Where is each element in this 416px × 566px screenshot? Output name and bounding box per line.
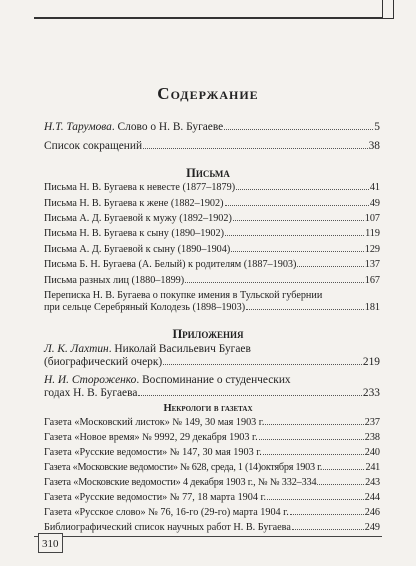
- entry-page: 49: [369, 198, 380, 209]
- entry-text: Газета «Русские ведомости» № 77, 18 марта 1904 г.: [44, 492, 267, 503]
- toc-entry: [44, 275, 380, 287]
- entry-text: (биографический очерк): [44, 356, 163, 368]
- entry-page: 246: [364, 507, 380, 518]
- entry-page: 137: [364, 259, 380, 270]
- entry-page: 240: [364, 447, 380, 458]
- toc-entry: [44, 121, 380, 134]
- toc-entry: [44, 244, 380, 256]
- entry-text: Письма А. Д. Бугаевой к мужу (1892–1902): [44, 213, 232, 224]
- entry-page: 129: [364, 244, 380, 255]
- entry-text: годах Н. В. Бугаева: [44, 387, 138, 399]
- entry-text: Газета «Русское слово» № 76, 16-го (29-го) марта 1904 г.: [44, 507, 289, 518]
- toc-entry: [44, 507, 380, 519]
- entry-author: Л. К. Лахтин: [44, 343, 109, 355]
- toc-entry: [44, 213, 380, 225]
- toc-entry: [44, 182, 380, 194]
- toc-entry: [44, 477, 380, 489]
- bottom-rule: [34, 536, 382, 537]
- entry-text: Письма разных лиц (1880–1899): [44, 275, 185, 286]
- entry-page: 233: [362, 387, 380, 399]
- toc-entry: [44, 374, 380, 400]
- section-heading-obituaries: Некрологи в газетах: [163, 403, 253, 414]
- entry-text: Письма Б. Н. Бугаева (А. Белый) к родителям (1887–1903): [44, 259, 297, 270]
- top-rule: [34, 17, 382, 19]
- entry-page: 181: [364, 301, 380, 313]
- entry-text: Библиографический список научных работ Н. В. Бугаева: [44, 522, 291, 533]
- toc-entry: [44, 259, 380, 271]
- entry-text: при сельце Серебряный Колодезь (1898–1903): [44, 301, 246, 313]
- entry-text: Письма Н. В. Бугаева к невесте (1877–1879): [44, 182, 236, 193]
- entry-page: 237: [364, 417, 380, 428]
- entry-text: . Воспоминание о студенческих: [136, 374, 291, 386]
- entry-page: 244: [364, 492, 380, 503]
- entry-author: Н.Т. Тарумова: [44, 121, 112, 133]
- entry-page: 238: [364, 432, 380, 443]
- entry-page: 243: [365, 477, 380, 488]
- toc-entry: [44, 343, 380, 369]
- toc-entry: [44, 198, 380, 210]
- toc-entry: [44, 290, 380, 313]
- entry-page: 38: [368, 140, 380, 152]
- toc-entry: [44, 462, 380, 474]
- toc-entry: [44, 140, 380, 153]
- entry-text: Список сокращений: [44, 140, 143, 152]
- entry-page: 241: [365, 462, 380, 473]
- toc-entry: [44, 432, 380, 444]
- entry-text: Газета «Русские ведомости» № 147, 30 мая 1903 г.: [44, 447, 262, 458]
- entry-page: 249: [364, 522, 380, 533]
- entry-text: Письма Н. В. Бугаева к сыну (1890–1902): [44, 228, 225, 239]
- corner-ornament: [382, 0, 394, 19]
- entry-text: Газета «Московские ведомости» № 628, среда, 1 (14)октября 1903 г.: [44, 462, 323, 473]
- page-number: 310: [38, 533, 63, 553]
- entry-author: Н. И. Стороженко: [44, 374, 137, 386]
- toc-entry: [44, 447, 380, 459]
- entry-text: Газета «Новое время» № 9992, 29 декабря 1903 г.: [44, 432, 258, 443]
- page-title: Содержание: [157, 84, 259, 103]
- entry-text: Письма А. Д. Бугаевой к сыну (1890–1904): [44, 244, 231, 255]
- section-heading-appendix: Приложения: [172, 327, 244, 341]
- toc-entry: [44, 522, 380, 534]
- entry-page: 219: [362, 356, 380, 368]
- toc-entry: [44, 492, 380, 504]
- entry-page: 167: [364, 275, 380, 286]
- page-frame: [34, 0, 382, 566]
- entry-page: 41: [369, 182, 380, 193]
- entry-text: Газета «Московский листок» № 149, 30 мая 1903 г.: [44, 417, 265, 428]
- toc-entry: [44, 417, 380, 429]
- entry-text: Переписка Н. В. Бугаева о покупке имения в Тульской губернии: [44, 290, 323, 301]
- entry-page: 5: [374, 121, 380, 133]
- entry-page: 107: [364, 213, 380, 224]
- entry-text: . Николай Васильевич Бугаев: [108, 343, 251, 355]
- toc-entry: [44, 228, 380, 240]
- entry-page: 119: [365, 228, 380, 239]
- entry-text: Газета «Московские ведомости» 4 декабря 1903 г., № № 332–334: [44, 477, 317, 488]
- entry-text: Письма Н. В. Бугаева к жене (1882–1902): [44, 198, 224, 209]
- entry-text: . Слово о Н. В. Бугаеве: [111, 121, 224, 133]
- section-heading-letters: Письма: [186, 166, 230, 180]
